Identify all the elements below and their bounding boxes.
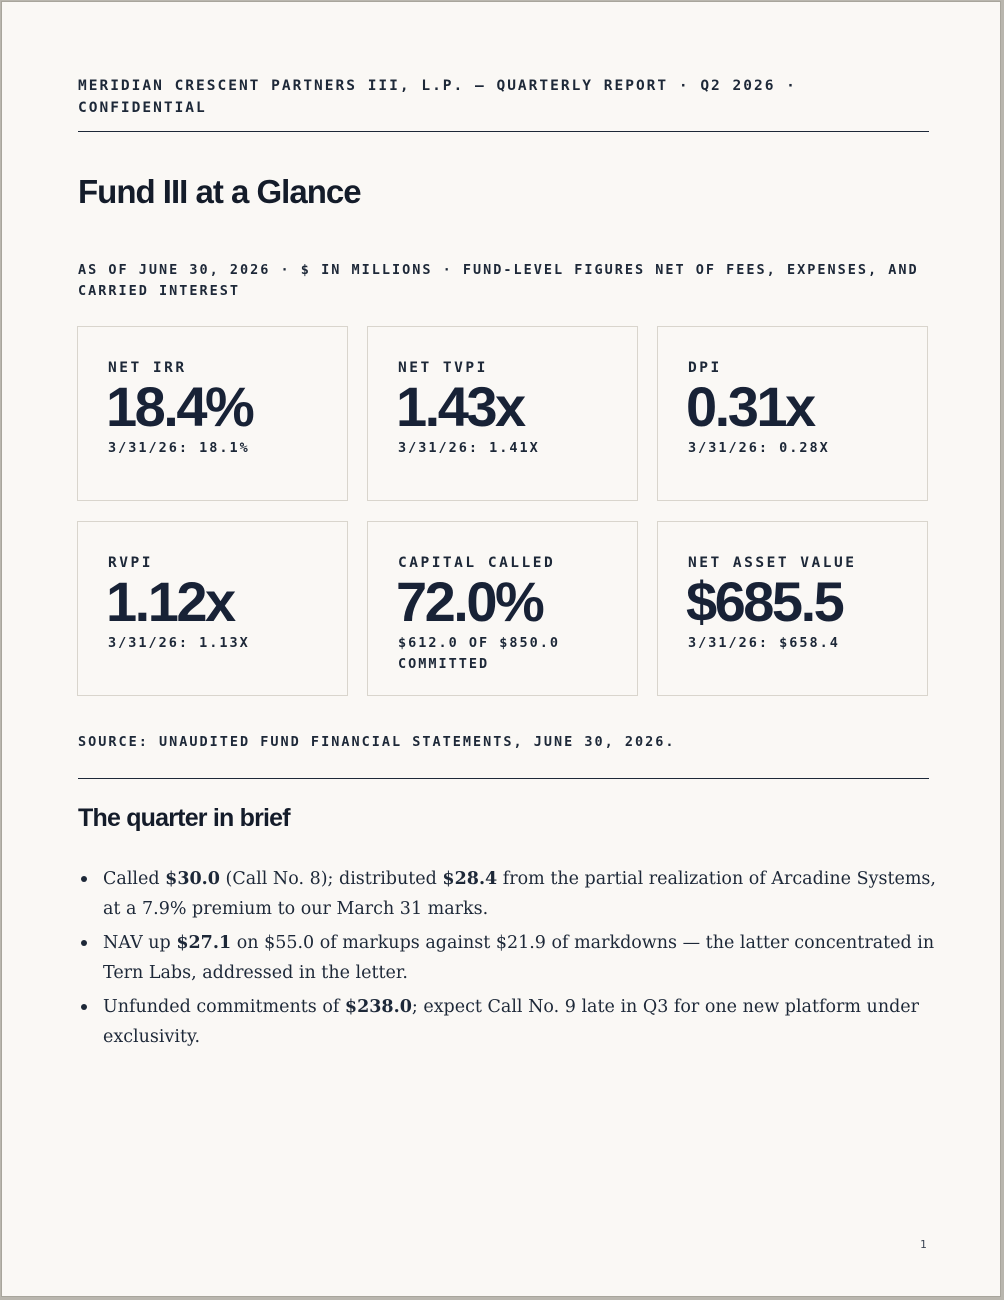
bullet-emphasis: $27.1	[176, 933, 232, 953]
metric-card-capital-called	[367, 521, 638, 696]
report-page	[1, 1, 1001, 1297]
metric-value: 72.0%	[396, 570, 543, 633]
bullet-emphasis: $238.0	[344, 997, 412, 1017]
metric-card-net-asset-value	[657, 521, 928, 696]
bullet-emphasis: $28.4	[442, 869, 498, 889]
metric-label: NET TVPI	[398, 360, 488, 376]
bullet-dot-icon	[81, 940, 87, 946]
bullet-text: (Call No. 8); distributed	[219, 869, 443, 889]
metric-value: $685.5	[686, 570, 843, 633]
brief-bullet	[78, 928, 938, 988]
metric-card-dpi	[657, 326, 928, 501]
brief-bullet	[78, 992, 938, 1052]
brief-bullet	[78, 864, 938, 924]
metric-value: 0.31x	[686, 375, 814, 438]
metric-card-rvpi	[77, 521, 348, 696]
section-divider	[78, 778, 929, 779]
metric-label: DPI	[688, 360, 722, 376]
metric-value: 1.12x	[106, 570, 234, 633]
bullet-emphasis: $30.0	[165, 869, 220, 889]
metric-label: NET ASSET VALUE	[688, 555, 857, 571]
metric-value: 1.43x	[396, 375, 524, 438]
metric-card-net-tvpi	[367, 326, 638, 501]
metric-note: 3/31/26: 18.1%	[108, 440, 250, 456]
metric-card-net-irr	[77, 326, 348, 501]
header-divider	[78, 131, 929, 132]
metric-note: 3/31/26: $658.4	[688, 635, 840, 651]
bullet-text: Unfunded commitments of	[103, 997, 345, 1017]
bullet-dot-icon	[81, 876, 87, 882]
bullet-text: ; expect Call No. 9 late in Q3 for one new platform under exclusivity.	[103, 997, 920, 1047]
metric-label: NET IRR	[108, 360, 187, 376]
metric-label: RVPI	[108, 555, 153, 571]
page-number: 1	[920, 1238, 927, 1251]
bullet-dot-icon	[81, 1004, 87, 1010]
metric-value: 18.4%	[106, 375, 253, 438]
bullet-text: from the partial realization of Arcadine Systems, at a 7.9% premium to our March 31 marks.	[103, 869, 936, 919]
metric-note: 3/31/26: 1.41X	[398, 440, 540, 456]
brief-bullet-list	[78, 864, 938, 1056]
bullet-text: on $55.0 of markups against $21.9 of markdowns — the latter concentrated in Tern Labs, addressed in the letter.	[103, 933, 935, 983]
metric-note: 3/31/26: 1.13X	[108, 635, 250, 651]
metric-label: CAPITAL CALLED	[398, 555, 556, 571]
section-title: The quarter in brief	[78, 804, 290, 832]
page-title: Fund III at a Glance	[78, 173, 361, 210]
metric-note: $612.0 OF $850.0 COMMITTED	[398, 635, 561, 672]
page-subtitle: AS OF JUNE 30, 2026 · $ IN MILLIONS · FUND-LEVEL FIGURES NET OF FEES, EXPENSES, AND CARRIED INTEREST	[78, 262, 919, 299]
source-note: SOURCE: UNAUDITED FUND FINANCIAL STATEMENTS, JUNE 30, 2026.	[78, 734, 676, 750]
report-header: MERIDIAN CRESCENT PARTNERS III, L.P. — QUARTERLY REPORT · Q2 2026 · CONFIDENTIAL	[78, 78, 797, 116]
metric-note: 3/31/26: 0.28X	[688, 440, 830, 456]
bullet-text: Called	[103, 869, 166, 889]
bullet-text: NAV up	[103, 933, 177, 953]
